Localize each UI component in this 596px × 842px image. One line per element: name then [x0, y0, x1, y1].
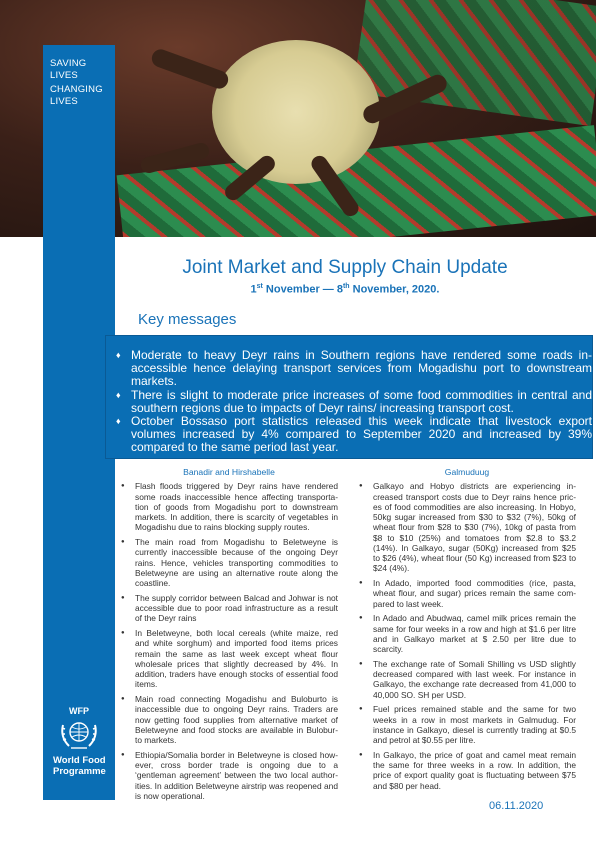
- key-message-item: ♦ Moderate to heavy Deyr rains in Southern regions have rendered some roads in-accessible hence delaying transport services from Mogadishu port to downstream markets.: [116, 349, 592, 389]
- wfp-logo: [47, 706, 111, 777]
- list-item: ● Flash floods triggered by Deyr rains have rendered some roads inaccessible hence affecting transporta-tion of goods from Mogadishu port to downstream markets. In addition, there is scarcity of vegetables in Mogadishu due to rains blocking supply routes.: [120, 481, 338, 532]
- list-item: ● The supply corridor between Balcad and Johwar is not accessible due to poor road infrastructure as a result of the Deyr rains: [120, 593, 338, 624]
- date-range: [120, 283, 570, 296]
- tagline-line: LIVES: [50, 69, 78, 81]
- date-start-num: 1: [250, 283, 257, 296]
- sidebar-tagline: [50, 58, 103, 107]
- key-messages-list: [116, 349, 592, 455]
- list-item: ● Main road connecting Mogadishu and Buloburto is inaccessible due to ongoing Deyr rains. Traders are now getting food supplies from alternative market of Beletweyne and food stocks are available in Bulobur-to markets.: [120, 694, 338, 745]
- date-start-suffix: st: [256, 283, 263, 290]
- list-item: ● In Adado and Abudwaq, camel milk prices remain the same for four weeks in a row and high at $1.6 per litre and in Galkayo market at $ 2.50 per litre due to scarcity.: [358, 613, 576, 654]
- list-item: ● The main road from Mogadishu to Beletweyne is currently inaccessible because of the ongoing Deyr rains. Hence, vehicles transporting commodities to Beletweyne are using an alternative route along the coastline.: [120, 537, 338, 588]
- tagline-line: CHANGING: [50, 84, 103, 95]
- list-item: ● In Beletweyne, both local cereals (white maize, red and white sorghum) and imported food items prices remain the same as last week except wheat flour wholesale prices that slightly decreased by 4%. In addition, traders have enough stocks of essential food items.: [120, 628, 338, 690]
- photo-plate: [212, 40, 380, 184]
- logo-name-line1: World Food: [53, 755, 106, 766]
- date-end-rest: November, 2020.: [349, 283, 440, 296]
- tagline-line: SAVING: [50, 58, 87, 69]
- column-heading: Banadir and Hirshabelle: [183, 467, 275, 477]
- photo-arm: [149, 47, 230, 91]
- tagline-line: LIVES: [50, 95, 78, 107]
- column-heading: Galmuduug: [444, 467, 490, 477]
- bullet-list: [120, 481, 338, 801]
- key-message-item: ♦ There is slight to moderate price increases of some food commodities in central and southern regions due to impacts of Deyr rains/ increasing transport cost.: [116, 389, 592, 415]
- date-end-num: 8: [336, 283, 343, 296]
- logo-name-line2: Programme: [53, 766, 106, 777]
- list-item: ● In Adado, imported food commodities (rice, pasta, wheat flour, and sugar) prices remain the same com-pared to last week.: [358, 578, 576, 609]
- bullet-list: [358, 481, 576, 791]
- wfp-emblem-icon: [57, 717, 101, 753]
- key-messages-heading: Key messages: [138, 311, 237, 328]
- date-start-month: November —: [262, 283, 337, 296]
- region-column-banadir-hirshabelle: [120, 467, 338, 806]
- list-item: ● The exchange rate of Somali Shilling vs USD slightly decreased compared with last week. For instance in Galkayo, the exchange rate decreased from 41,000 to 40,000 SO. SH per USD.: [358, 659, 576, 700]
- key-message-item: ♦ October Bossaso port statistics released this week indicate that livestock export volumes increased by 4% compared to September 2020 and increased by 39% compared to the same period last year.: [116, 415, 592, 455]
- list-item: ● Fuel prices remained stable and the same for two weeks in a row in most markets in Galmudug. For instance in Galkayo, diesel is currently trading at $0.5 and petrol at $0.55 per litre.: [358, 704, 576, 745]
- list-item: ● In Galkayo, the price of goat and camel meat remain the same for three weeks in a row. In addition, the price of export quality goat is fluctuating between $75 and $80 per head.: [358, 750, 576, 791]
- footer-date: 06.11.2020: [489, 800, 544, 812]
- list-item: ● Ethiopia/Somalia border in Beletweyne is closed how-ever, cross border trade is ongoing due to a ‘gentleman agreement’ between the two local author-ities. In addition Beletweyne airstrip was reopened and is now operational.: [120, 750, 338, 801]
- page-title: Joint Market and Supply Chain Update: [182, 257, 508, 278]
- list-item: ● Galkayo and Hobyo districts are experiencing in-creased transport costs due to Deyr rains hence pric-es of food commodities are also increasing. In Hobyo, 50kg sugar increased from $30 to $32 (7%), 50kg of wheat flour from $28 to $30 (7%), 10kg of pasta from $8 to $10 (25%) and tomatoes from $2.8 to $3.2 (14%). In Galkayo, sugar (50Kg) increased from $25 to $26 (4%), wheat flour (50 Kg) increased from $23 to $24 (4%).: [358, 481, 576, 573]
- region-column-galmuduug: [358, 467, 576, 795]
- logo-acronym: WFP: [69, 706, 89, 716]
- date-end-suffix: th: [342, 283, 350, 290]
